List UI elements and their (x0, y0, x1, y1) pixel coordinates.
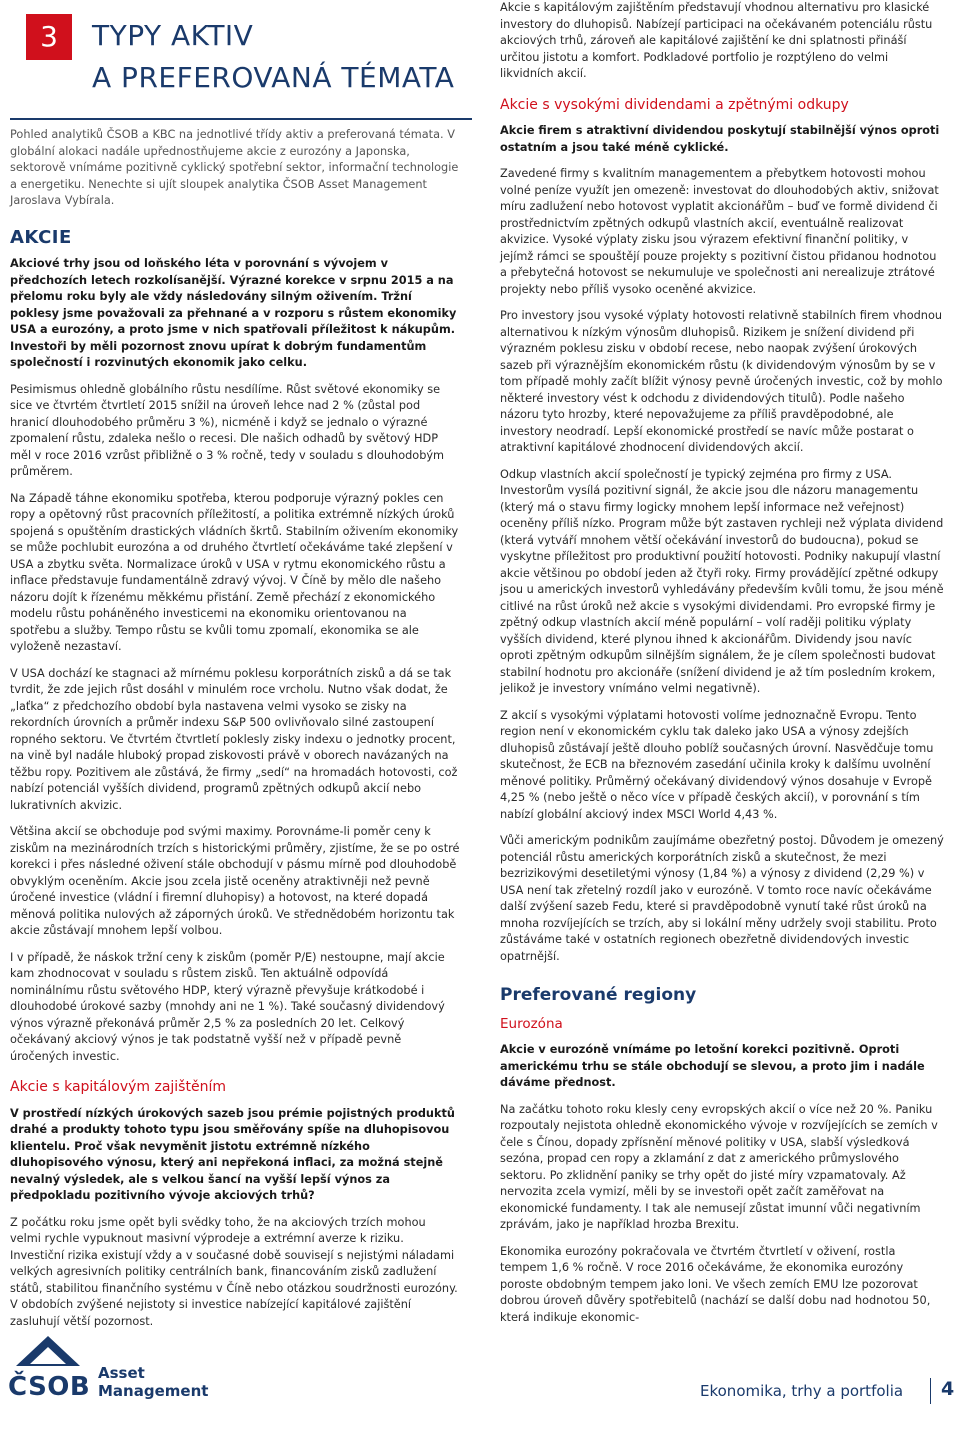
chapter-number: 3 (26, 14, 72, 60)
publication-title: Ekonomika, trhy a portfolia (700, 1382, 904, 1400)
paragraph-3: V USA dochází ke stagnaci až mírnému poklesu korporátních zisků a dá se tak tvrdit, že zde jejich růst dosáhl v minulém roce vrcholu. Nutno však dodat, že „laťka“ z předchozího období byla nastavena velmi vysoko se zisky na rekordních úrovních a průměr indexu S&P 500 ovlivňovalo silné zastoupení ropného sektoru. Ve čtvrtém čtvrtletí poklesly zisky indexu o jednotky procent, na vině byl nadále hluboký propad ziskovosti právě v oborech navázaných na těžbu ropy. Pozitivem ale zůstává, že firmy „sedí“ na hromadách hotovosti, což nabízí potenciál vyšších dividend, programů zpětných odkupů akcií nebo lukrativních akvizic. (10, 666, 458, 812)
right-paragraph-5: Vůči americkým podnikům zaujímáme obezřetný postoj. Důvodem je omezený potenciál růstu amerických korporátních zisků a skutečnost, že mezi bezrizikovými desetiletými výnosy (1,84 %) a výnosy z dividend (2,29 %) v USA není tak zřetelný rozdíl jako v eurozóně. V tomto roce navíc očekáváme další zvýšení sazeb Fedu, které si pravděpodobně vynutí také růst úroků na mnoha rozvíjejících se trzích, aby si lokální měny udržely svoji stabilitu. Proto zůstáváme také v ostatních regionech obezřetně dividendových investic opatrnější. (500, 834, 944, 963)
intro-paragraph: Pohled analytiků ČSOB a KBC na jednotlivé třídy aktiv a preferovaná témata. V globální alokaci nadále upřednostňujeme akcie z eurozóny a Japonska, sektorově vnímáme pozitivně cyklický spotřební sektor, informační technologie a energetiku. Nenechte si ujít sloupek analytika ČSOB Asset Management Jaroslava Vybírala. (10, 128, 459, 207)
left-column (10, 127, 460, 1340)
paragraph-5: I v případě, že náskok tržní ceny k ziskům (poměr P/E) nestoupne, mají akcie kam zhodnocovat v souladu s růstem zisků. Ten aktuálně odpovídá nominálnímu růstu světového HDP, který výrazně převyšuje krátkodobé i dlouhodobé úrokové sazby (mnohdy ani ne 1 %). Také současný dividendový výnos výrazně překonává průměr 2,5 % za posledních 20 let. Celkový očekávaný akciový výnos je tak podstatně vyšší než v případě pevně úročených investic. (10, 950, 445, 1063)
right-column (500, 0, 944, 1336)
heading-eurozone: Eurozóna (500, 1015, 563, 1032)
lead-paragraph: Akciové trhy jsou od loňského léta v porovnání s vývojem v předchozích letech rozkolísanější. Výrazné korekce v srpnu 2015 a na přelomu roku byly ale vždy následovány silným oživením. Tržní poklesy jsme považovali za přehnané a v rozporu s růstem ekonomiky USA a eurozóny, a proto jsme v nich spatřovali příležitost k nákupům. Investoři by měli pozornost znovu upírat k dobrým fundamentům společností i rozvinutých ekonomik jako celku. (10, 257, 457, 369)
right-lead-1: Akcie firem s atraktivní dividendou poskytují stabilnější výnos oproti ostatním a jsou také méně cyklické. (500, 124, 940, 154)
subheading-capital-protected: Akcie s kapitálovým zajištěním (10, 1079, 226, 1095)
footer (0, 1300, 960, 1448)
brand-line1: Asset (98, 1364, 145, 1382)
right-paragraph-2: Pro investory jsou vysoké výplaty hotovosti relativně stabilních firem vhodnou alternativou k nízkým výnosům dluhopisů. Rizikem je snížení dividend při výrazném poklesu zisku v období recese, nebo naopak zvýšení úrokových sazeb při výraznějším ekonomickém růstu (k dividendovým výnosům by se v tom případě mohly začít blížit výnosy pevně úročených investic, což by mohlo některé investory vést k odchodu z dividendových titulů). Podle našeho názoru tyto hrozby, které nepovažujeme za příliš pravděpodobné, ale investory neodradí. Lepší ekonomické prostředí se navíc může postarat o atraktivní kapitálové zhodnocení dividendových akcií. (500, 309, 943, 454)
right-paragraph-4: Z akcií s vysokými výplatami hotovosti volíme jednoznačně Evropu. Tento region není v ekonomickém cyklu tak daleko jako USA a výnosy zdejších dluhopisů zůstávají ještě dlouho poblíž současných úrovní. Nasvědčuje tomu skutečnost, že ECB na březnovém zasedání učinila kroky k dalšímu uvolnění měnové politiky. Průměrný očekávaný dividendový výnos dosahuje v Evropě 4,25 % (nebo ještě o něco více v případě českých akcií), v porovnání s tím nabízí globální akciový index MSCI World 4,43 %. (500, 708, 934, 821)
title-rule (10, 118, 472, 120)
section-heading-akcie: AKCIE (10, 226, 72, 248)
right-paragraph-0: Akcie s kapitálovým zajištěním představují vhodnou alternativu pro klasické investory do dluhopisů. Nabízejí participaci na očekávaném potenciálu růstu akciových trhů, zároveň ale kapitálové zajištění ke dni splatnosti přináší určitou jistotu a komfort. Podkladové portfolio je rozptýleno do velmi likvidních akcií. (500, 1, 933, 80)
right-paragraph-7: Ekonomika eurozóny pokračovala ve čtvrtém čtvrtletí v oživení, rostla tempem 1,6 % ročně. V roce 2016 očekáváme, že ekonomika eurozóny poroste obdobným tempem jako loni. Ve všech zemích EMU lze pozorovat dobrou úroveň důvěry spotřebitelů (nachází se další dobu nad hodnotou 50, která indikuje ekonomic- (500, 1244, 931, 1324)
heading-preferred-regions: Preferované regiony (500, 985, 697, 1005)
sub-lead-paragraph: V prostředí nízkých úrokových sazeb jsou prémie pojistných produktů drahé a produkty tohoto typu jsou směřovány spíše na dluhopisovou klientelu. Proč však nevyměnit jistotu extrémně nízkého dluhopisového výnosu, který ani nepřekoná inflaci, za možná stejně nevalný výsledek, ale s velkou šancí na vyšší lepší výnos za předpokladu pozitivního vývoje akciových trhů? (10, 1106, 455, 1202)
paragraph-4: Většina akcií se obchoduje pod svými maximy. Porovnáme-li poměr ceny k ziskům na mezinárodních trzích s historickými průměry, zjistíme, že se po ostré korekci i přes následné oživení stále obchodují v pásmu mírně pod dlouhodobě obvyklým oceněním. Akcie jsou zcela jistě oceněny atraktivněji než pevně úročené investice (vládní i firemní dluhopisy) a hotovost, na které dopadá měnová politika nulových až záporných úroků. Ve střednědobém horizontu tak akcie zůstávají mnohem lepší volbou. (10, 825, 460, 937)
brand-line2: Management (98, 1382, 209, 1400)
csob-logo-text: ČSOB (8, 1372, 91, 1402)
chapter-title (92, 16, 454, 98)
paragraph-1: Pesimismus ohledně globálního růstu nesdílíme. Růst světové ekonomiky se sice ve čtvrtém čtvrtletí 2015 snížil na úroveň lehce nad 2 % (zůstal pod hranicí dlouhodobého průměru 3 %), nicméně i když se jednalo o výrazné zpomalení růstu, zdaleka nešlo o recesi. Dle našich odhadů by světový HDP měl v roce 2016 vzrůst přibližně o 3 % ročně, tedy v souladu s dlouhodobým průměrem. (10, 382, 445, 478)
right-paragraph-1: Zavedené firmy s kvalitním managementem a přebytkem hotovosti mohou volné peníze využít jen omezeně: investovat do dlouhodobých aktiv, snižovat míru zadlužení nebo hotovost vyplatit akcionářům – buď ve formě dividend či prostřednictvím zpětných odkupů vlastních akcií, eventuálně realizovat akvizice. Vysoké výplaty zisku jsou výrazem efektivní finanční politiky, v jejímž rámci se spouštějí pouze projekty s pozitivní čistou přidanou hodnotou a přebytečná hotovost se nekumuluje ve společnosti ani nerealizuje ztrátové projekty nebo příliš vysoko oceněné akvizice. (500, 167, 939, 296)
right-lead-2: Akcie v eurozóně vnímáme po letošní korekci pozitivně. Oproti americkému trhu se stále obchodují se slevou, a proto jim i nadále dáváme přednost. (500, 1043, 925, 1089)
paragraph-2: Na Západě táhne ekonomiku spotřeba, kterou podporuje výrazný pokles cen ropy a opětovný růst pracovních příležitostí, a politika extrémně nízkých úroků spojená s opuštěním drastických vládních škrtů. Stabilním oživením ekonomiky se může pochlubit eurozóna a od druhého čtvrtletí očekáváme také zlepšení v USA a zbytku světa. Normalizace úroků v USA v rytmu ekonomického růstu a inflace představuje fundamentálně zdravý vývoj. V Číně by mělo dle našeho názoru dojít k řízenému měkkému přistání. Země přechází z ekonomického modelu růstu poháněného investicemi na ekonomiku orientovanou na spotřebu a služby. Tempo růstu se kvůli tomu zpomalí, ekonomika se ale vyloženě nezastaví. (10, 491, 459, 653)
chapter-title-line2: A PREFEROVANÁ TÉMATA (92, 61, 455, 94)
paragraph-6: Z počátku roku jsme opět byli svědky toho, že na akciových trzích mohou velmi rychle vypuknout masivní výprodeje a extrémní averze k riziku. Investiční rizika existují vždy a v současné době souvisejí s nejistými náladami velkých agresivních politiky centrálních bank, financováním zisků zadlužení států, stabilitou finančního systému v Číně nebo otázkou soudržnosti eurozóny. V obdobích zvýšené nejistoty si investice nabízející kapitálové zajištění zasluhují větší pozornost. (10, 1215, 458, 1328)
page-number: 4 (941, 1378, 955, 1400)
right-paragraph-3: Odkup vlastních akcií společností je typický zejména pro firmy z USA. Investorům vysílá pozitivní signál, že akcie jsou dle názoru managementu (který má o stavu firmy logicky mnohem lepší informace než veřejnost) oceněny příliš nízko. Program může být zastaven rychleji než výplata dividend (která vytváří mnohem větší očekávání investorů do budoucna), pokud se vyskytne příležitost pro produktivní použití hotovosti. Podniky nakupují vlastní akcie většinou po období jeden až čtyři roky. Firmy provádějící zpětné odkupy jsou u amerických investorů vyhledávány především kvůli tomu, že jsou méně citlivé na růst úroků než akcie s vysokými dividendami. Pro evropské firmy je zpětný odkup vlastních akcií méně populární – volí raději politiku výplaty vyšších dividend, které plynou ihned k akcionářům. Dividendy jsou navíc oproti zpětným odkupům silnějším signálem, že je cílem společnosti budovat stabilní hodnotu pro akcionáře (snížení dividend je až tím posledním krokem, jelikož je investory vnímáno velmi negativně). (500, 467, 944, 695)
brand-name (98, 1364, 208, 1400)
footer-separator (930, 1378, 931, 1404)
subheading-dividends: Akcie s vysokými dividendami a zpětnými odkupy (500, 96, 849, 113)
right-paragraph-6: Na začátku tohoto roku klesly ceny evropských akcií o více než 20 %. Paniku rozpoutaly nejistota ohledně ekonomického vývoje v rozvíjejících se zemích v čele s Čínou, dopady zpřísnění měnové politiky v USA, slabší výsledková sezóna, propad cen ropy a zklamání z dat z amerického průmyslového sektoru. Po zklidnění paniky se trhy opět do jisté míry vzpamatovaly. Až nervozita zcela vymizí, měli by se investoři opět začít zaměřovat na ekonomické fundamenty. I tak ale nemusejí zůstat imunní vůči negativním zprávám, jako je například hrozba Brexitu. (500, 1102, 938, 1231)
chapter-title-line1: TYPY AKTIV (92, 19, 254, 52)
